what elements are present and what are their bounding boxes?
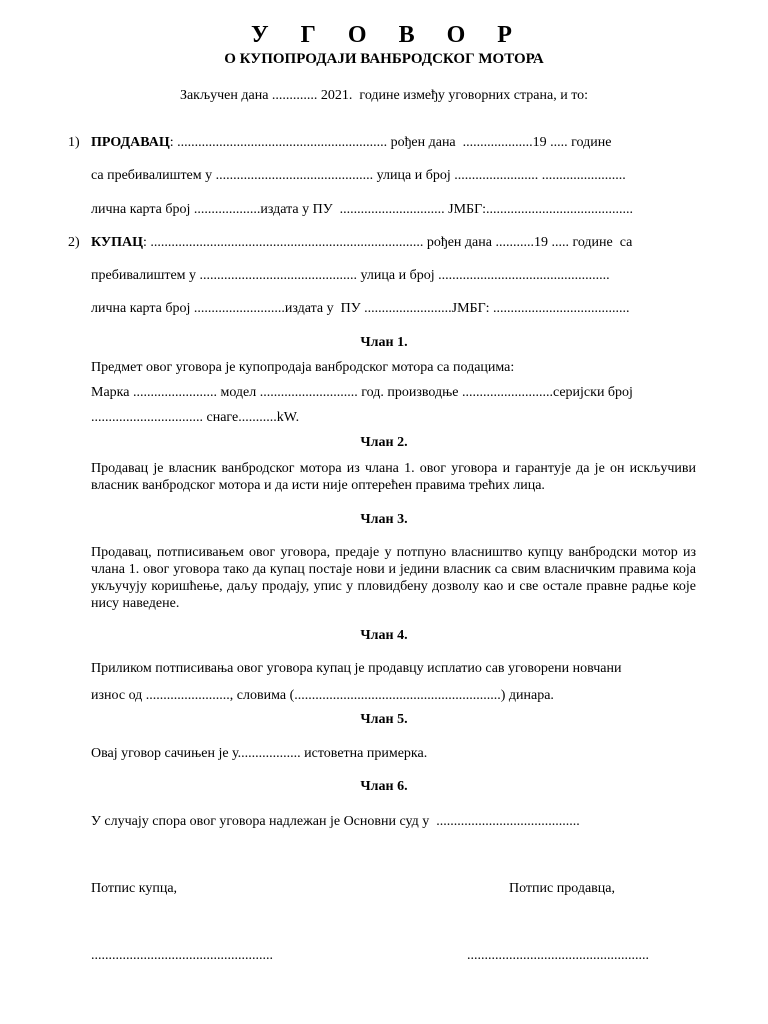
seller-line-2: са пребивалиштем у ............................................. улица и број ........................ ........................: [91, 168, 626, 183]
seller-line-3: лична карта број ...................издата у ПУ .............................. ЈМБГ:..........................................: [91, 202, 634, 217]
article-6-heading: Члан 6.: [360, 779, 408, 794]
article-5-heading: Члан 5.: [360, 712, 408, 727]
seller-line-1: [91, 134, 611, 151]
article-1-line-1: Предмет овог уговора је купопродаја ванбродског мотора са подацима:: [91, 360, 515, 375]
buyer-label: КУПАЦ: [91, 235, 144, 250]
article-4-line-2: износ од ........................, словима (...........................................................) динара.: [91, 688, 554, 703]
document-title: У Г О В О Р: [251, 22, 525, 48]
buyer-line-1: [91, 234, 632, 251]
document-subtitle: О КУПОПРОДАЈИ ВАНБРОДСКОГ МОТОРА: [224, 51, 544, 67]
article-1-line-2: Марка ........................ модел ............................ год. производње ..........................серијски број: [91, 385, 633, 400]
seller-line-1-text: : ............................................................ рођен дана ....................19 ..... године: [169, 135, 612, 150]
buyer-line-1-text: : .............................................................................. рођен дана ...........19 ..... године са: [143, 235, 633, 250]
article-3-heading: Члан 3.: [360, 512, 408, 527]
article-1-line-3: ................................ снаге...........kW.: [91, 410, 300, 425]
article-4-heading: Члан 4.: [360, 628, 408, 643]
buyer-number: 2): [68, 235, 80, 250]
buyer-signature-line: ....................................................: [91, 948, 273, 963]
article-2-heading: Члан 2.: [360, 435, 408, 450]
intro-line: Закључен дана ............. 2021. године између уговорних страна, и то:: [179, 88, 589, 103]
buyer-line-2: пребивалиштем у ............................................. улица и број .................................................: [91, 268, 610, 283]
seller-signature-line: ....................................................: [467, 948, 649, 963]
buyer-line-3: лична карта број ..........................издата у ПУ .........................ЈМБГ: .......................................: [91, 301, 630, 316]
seller-signature-label: Потпис продавца,: [509, 881, 615, 896]
seller-number: 1): [68, 135, 80, 150]
article-3-text: Продавац, потписивањем овог уговора, предаје у потпуно власништво купцу ванбродски мотор из члана 1. овог уговора тако да купац постаје нови и једини власник са свим власничким правима која укључују коришћење, даљу продају, упис у пловидбену дозволу као и све остале правне радње које нису наведене.: [91, 545, 696, 611]
article-4-text: Приликом потписивања овог уговора купац је продавцу исплатио сав уговорени новчани: [91, 661, 622, 676]
article-5-text: Овај уговор сачињен је у.................. истоветна примерка.: [91, 746, 428, 761]
article-2-text: Продавац је власник ванбродског мотора из члана 1. овог уговора и гарантује да је он искључиви власник ванбродског мотора и да исти није оптерећен правима трећих лица.: [91, 461, 696, 493]
buyer-signature-label: Потпис купца,: [91, 881, 178, 896]
seller-label: ПРОДАВАЦ: [91, 135, 170, 150]
article-6-text: У случају спора овог уговора надлежан је Основни суд у .........................................: [91, 814, 580, 829]
article-1-heading: Члан 1.: [360, 335, 408, 350]
